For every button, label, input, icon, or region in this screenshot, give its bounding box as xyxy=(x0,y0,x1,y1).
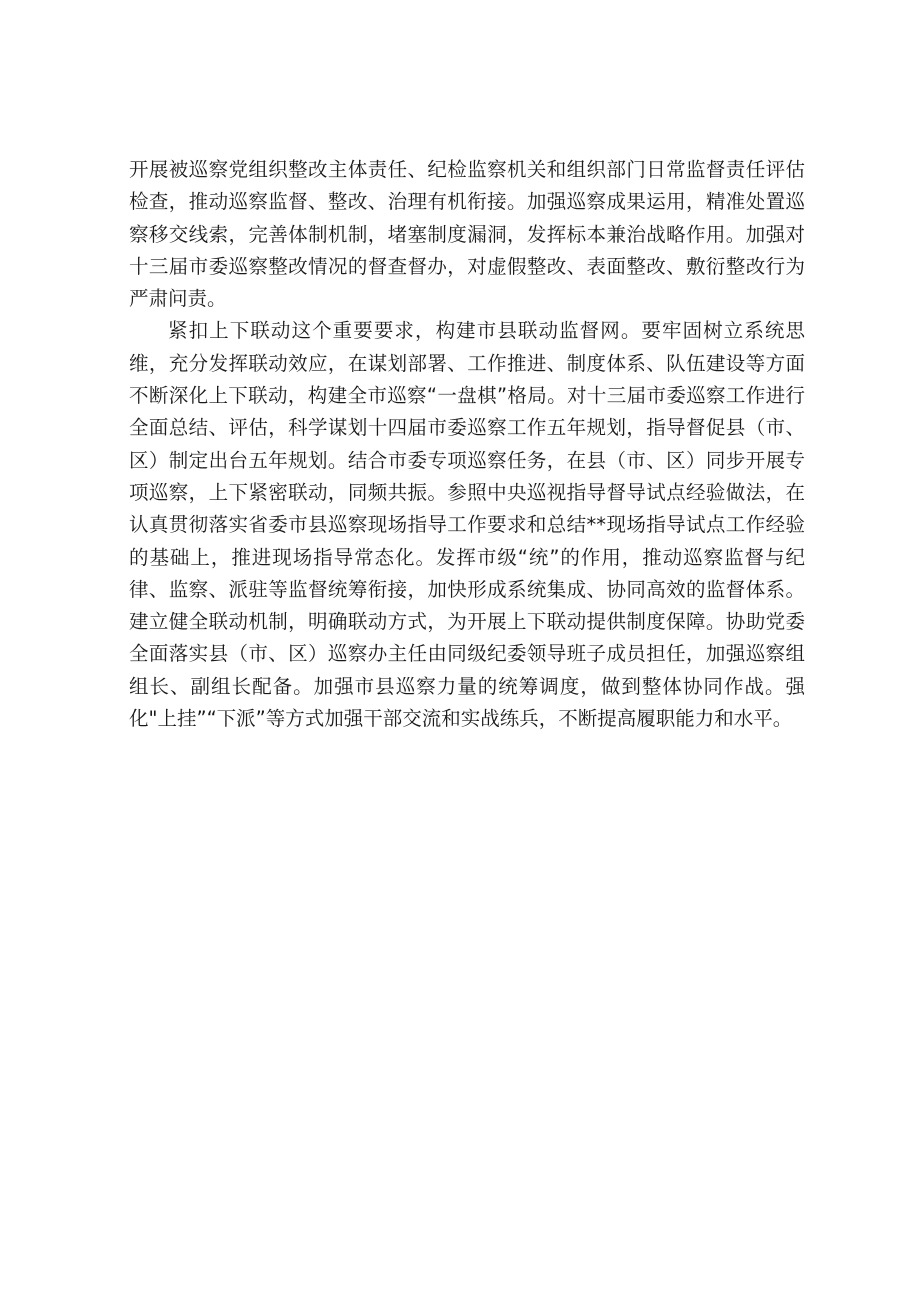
paragraph-2: 紧扣上下联动这个重要要求，构建市县联动监督网。要牢固树立系统思维，充分发挥联动效应，在谋划部署、工作推进、制度体系、队伍建设等方面不断深化上下联动，构建全市巡察“一盘棋”格局。对十三届市委巡察工作进行全面总结、评估，科学谋划十四届市委巡察工作五年规划，指导督促县（市、区）制定出台五年规划。结合市委专项巡察任务，在县（市、区）同步开展专项巡察，上下紧密联动，同频共振。参照中央巡视指导督导试点经验做法，在认真贯彻落实省委市县巡察现场指导工作要求和总结**现场指导试点工作经验的基础上，推进现场指导常态化。发挥市级“统”的作用，推动巡察监督与纪律、监察、派驻等监督统筹衔接，加快形成系统集成、协同高效的监督体系。建立健全联动机制，明确联动方式，为开展上下联动提供制度保障。协助党委全面落实县（市、区）巡察办主任由同级纪委领导班子成员担任，加强巡察组组长、副组长配备。加强市县巡察力量的统筹调度，做到整体协同作战。强化"上挂”“下派”等方式加强干部交流和实战练兵，不断提高履职能力和水平。 xyxy=(129,319,805,731)
paragraph-1: 开展被巡察党组织整改主体责任、纪检监察机关和组织部门日常监督责任评估检查，推动巡察监督、整改、治理有机衔接。加强巡察成果运用，精准处置巡察移交线索，完善体制机制，堵塞制度漏洞，发挥标本兼治战略作用。加强对十三届市委巡察整改情况的督查督办，对虚假整改、表面整改、敷衍整改行为严肃问责。 xyxy=(129,158,805,311)
document-body xyxy=(129,154,805,735)
